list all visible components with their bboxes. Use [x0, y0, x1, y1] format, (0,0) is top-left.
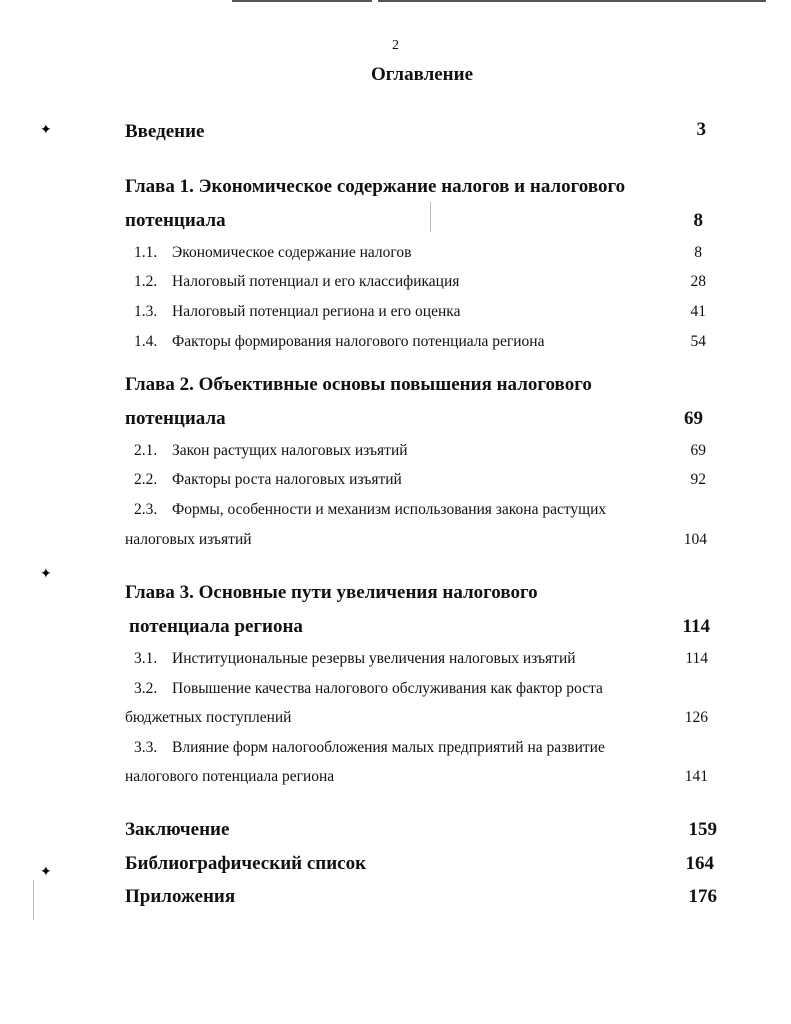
section-number: 1.3. — [134, 303, 158, 320]
chapter-page: 114 — [682, 616, 710, 637]
toc-entry-appendices: Приложения — [125, 886, 236, 907]
section-page: 41 — [690, 303, 706, 320]
chapter-title-cont: потенциала региона — [129, 616, 303, 637]
section-number: 2.1. — [134, 442, 158, 459]
page-number: 2 — [392, 38, 399, 53]
toc-entry-conclusion: Заключение — [125, 819, 230, 840]
scan-top-line — [378, 0, 766, 2]
section-number: 3.1. — [134, 650, 158, 667]
toc-page-conclusion: 159 — [688, 819, 717, 840]
section-page: 92 — [690, 471, 706, 488]
page-title: Оглавление — [370, 64, 474, 85]
scan-top-line — [232, 0, 372, 2]
section-title-cont: налогового потенциала региона — [125, 768, 335, 785]
section-title: Налоговый потенциал региона и его оценка — [172, 303, 461, 320]
section-title: Экономическое содержание налогов — [172, 244, 412, 261]
section-title: Формы, особенности и механизм использования закона растущих — [172, 501, 607, 518]
section-page: 104 — [683, 531, 707, 548]
binder-hole-mark: ✦ — [40, 865, 52, 880]
binder-hole-mark: ✦ — [40, 123, 52, 138]
chapter-title: Глава 2. Объективные основы повышения налогового — [125, 374, 592, 395]
section-number: 2.3. — [134, 501, 158, 518]
section-number: 1.1. — [134, 244, 158, 261]
section-page: 28 — [690, 273, 706, 290]
section-title: Налоговый потенциал и его классификация — [172, 273, 460, 290]
section-page: 69 — [690, 442, 706, 459]
chapter-title-cont: потенциала — [125, 210, 226, 231]
section-number: 3.3. — [134, 739, 158, 756]
section-title: Повышение качества налогового обслуживания как фактор роста — [172, 680, 603, 697]
toc-page-bibliography: 164 — [685, 853, 714, 874]
section-title: Факторы формирования налогового потенциала региона — [172, 333, 545, 350]
section-page: 54 — [690, 333, 706, 350]
section-title: Закон растущих налоговых изъятий — [172, 442, 408, 459]
chapter-title: Глава 1. Экономическое содержание налогов и налогового — [125, 176, 626, 197]
section-page: 114 — [685, 650, 708, 667]
chapter-page: 8 — [693, 210, 703, 231]
chapter-title: Глава 3. Основные пути увеличения налогового — [125, 582, 538, 603]
binder-hole-mark: ✦ — [40, 567, 52, 582]
section-number: 3.2. — [134, 680, 158, 697]
section-number: 2.2. — [134, 471, 158, 488]
section-title-cont: бюджетных поступлений — [125, 709, 292, 726]
chapter-page: 69 — [684, 408, 703, 429]
toc-entry-intro: Введение — [125, 121, 205, 142]
chapter-title-cont: потенциала — [125, 408, 226, 429]
section-page: 126 — [684, 709, 708, 726]
section-number: 1.4. — [134, 333, 158, 350]
section-title-cont: налоговых изъятий — [125, 531, 252, 548]
section-number: 1.2. — [134, 273, 158, 290]
toc-page-intro: 3 — [696, 119, 706, 140]
section-page: 8 — [694, 244, 702, 261]
scan-edge-line — [33, 880, 34, 920]
section-title: Институциональные резервы увеличения налоговых изъятий — [172, 650, 576, 667]
section-title: Влияние форм налогообложения малых предприятий на развитие — [172, 739, 605, 756]
section-title: Факторы роста налоговых изъятий — [172, 471, 402, 488]
section-page: 141 — [684, 768, 708, 785]
scan-edge-line — [430, 202, 431, 232]
toc-page-appendices: 176 — [688, 886, 717, 907]
toc-entry-bibliography: Библиографический список — [125, 853, 367, 874]
